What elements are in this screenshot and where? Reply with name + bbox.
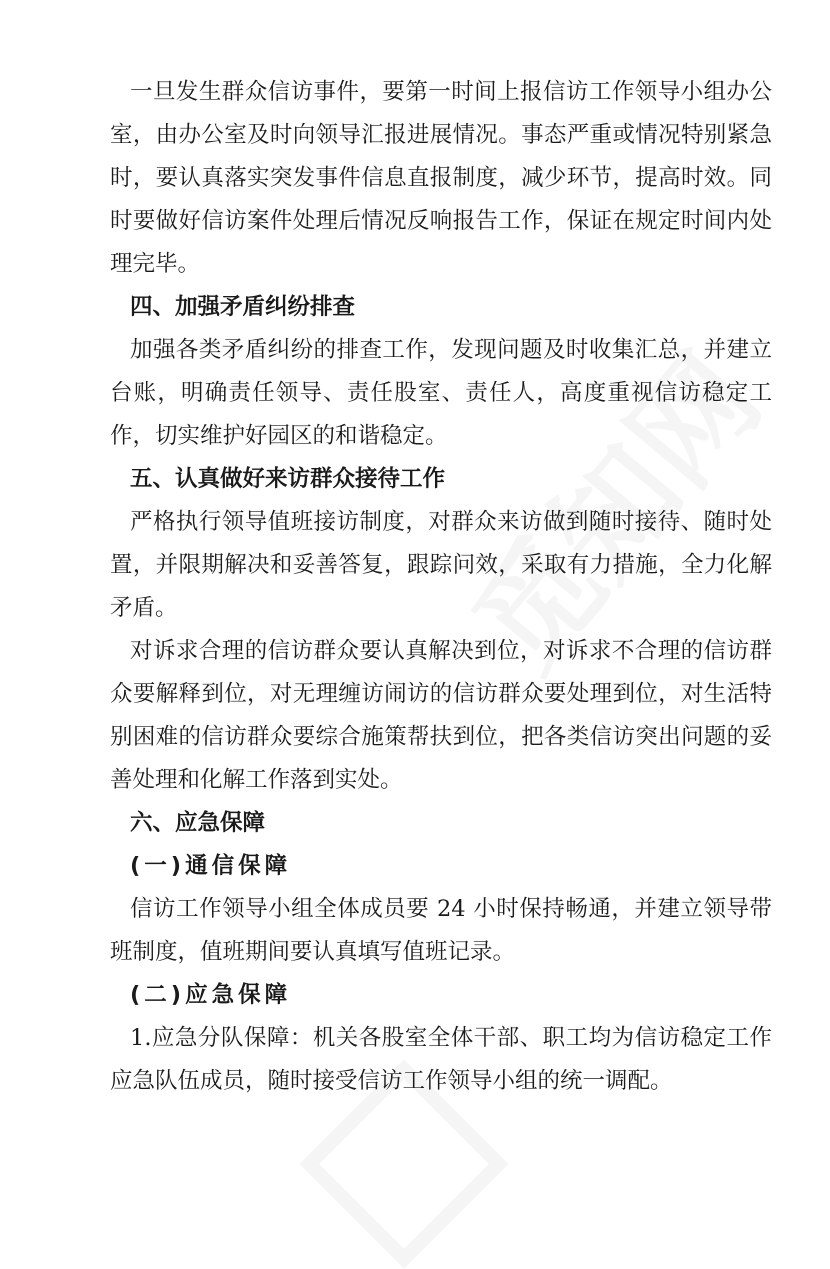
heading-section-4: 四、加强矛盾纠纷排查 xyxy=(130,294,356,320)
heading-communication-support: (一)通信保障 xyxy=(130,853,292,879)
paragraph-communication: 信访工作领导小组全体成员要 24 小时保持畅通，并建立领导带班制度，值班期间要认真填写值班记录。 xyxy=(110,896,772,965)
heading-section-6: 六、应急保障 xyxy=(130,810,266,836)
heading-emergency-support: (二)应急保障 xyxy=(130,982,292,1008)
paragraph-incident-report: 一旦发生群众信访事件，要第一时间上报信访工作领导小组办公室，由办公室及时向领导汇报进展情况。事态严重或情况特别紧急时，要认真落实突发事件信息直报制度，减少环节，提高时效。同时要做好信访案件处理后情况反响报告工作，保证在规定时间内处理完毕。 xyxy=(110,79,772,277)
document-page xyxy=(110,71,772,1103)
paragraph-dispute-screening: 加强各类矛盾纠纷的排查工作，发现问题及时收集汇总，并建立台账，明确责任领导、责任股室、责任人，高度重视信访稳定工作，切实维护好园区的和谐稳定。 xyxy=(110,337,772,449)
paragraph-reception-duty: 严格执行领导值班接访制度，对群众来访做到随时接待、随时处置，并限期解决和妥善答复，跟踪问效，采取有力措施，全力化解矛盾。 xyxy=(110,509,772,621)
paragraph-petition-handling: 对诉求合理的信访群众要认真解决到位，对诉求不合理的信访群众要解释到位，对无理缠访闹访的信访群众要处理到位，对生活特别困难的信访群众要综合施策帮扶到位，把各类信访突出问题的妥善处理和化解工作落到实处。 xyxy=(110,638,772,793)
heading-section-5: 五、认真做好来访群众接待工作 xyxy=(130,466,446,492)
paragraph-emergency-team: 1.应急分队保障：机关各股室全体干部、职工均为信访稳定工作应急队伍成员，随时接受信访工作领导小组的统一调配。 xyxy=(110,1025,772,1094)
